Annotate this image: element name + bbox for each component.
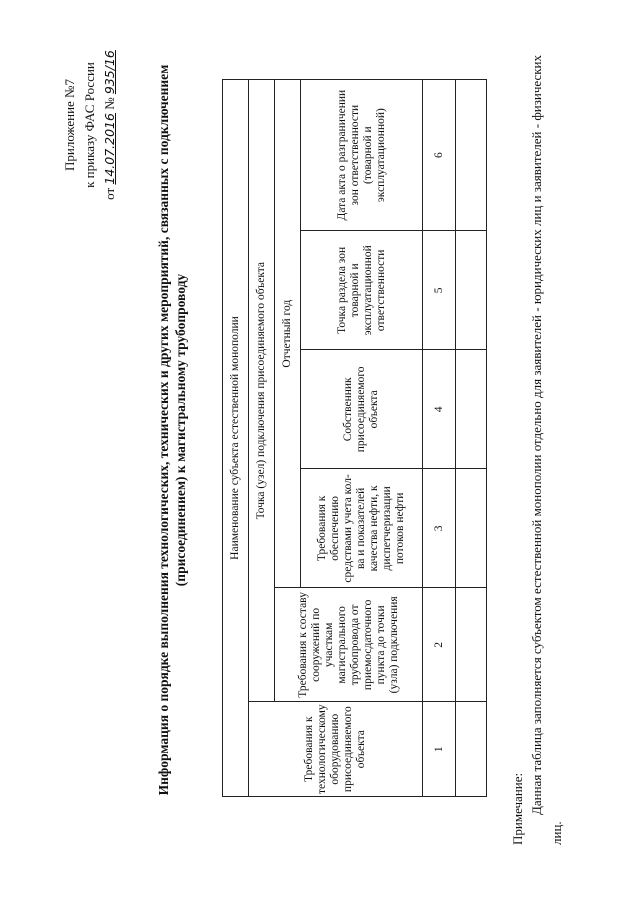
column-number-row [423,80,456,797]
appendix-date: 14.07.2016 [102,113,117,185]
empty-cell [456,702,487,797]
column-header-2: Требования к составу сооружений по участкам магистрального трубопровода от приемосдаточного пункта до точки (узла) подключения [275,588,423,702]
column-header-3: Требования к обеспечению средствами учета кол-ва и показателей качества нефти, к диспетчеризации потоков нефти [301,469,423,588]
column-header-1: Требования к технологическому оборудованию присоединяемого объекта [249,702,423,797]
note-label: Примечание: [510,772,525,845]
column-number-2: 2 [423,588,456,702]
appendix-number: 935/16 [102,50,117,95]
table-row [275,80,301,797]
appendix-date-prefix: от [102,187,117,200]
appendix-line-2: к приказу ФАС России [82,62,97,188]
appendix-date-line [100,25,120,225]
column-number-1: 1 [423,702,456,797]
column-header-5: Точка раздела зон товарной и эксплуатационной ответственности [301,231,423,350]
empty-cell [456,231,487,350]
document-title: Информация о порядке выполнения технологических, технических и других мероприятий, связанных с подключением (присоединением) к магистральному трубопроводу [156,64,188,796]
column-header-6: Дата акта о разграничении зон ответственности (товарной и эксплуатационной) [301,80,423,231]
info-table [222,79,487,797]
column-number-6: 6 [423,80,456,231]
empty-cell [456,350,487,469]
empty-cell [456,588,487,702]
empty-cell [456,80,487,231]
table-row [223,80,249,797]
empty-data-row [456,80,487,797]
appendix-block [60,25,120,225]
appendix-number-label: № [102,97,117,110]
reporting-year-header: Отчетный год [275,80,301,588]
column-number-3: 3 [423,469,456,588]
connection-point-header: Точка (узел) подключения присоединяемого объекта [249,80,275,702]
subject-name-header: Наименование субъекта естественной монополии [223,80,249,797]
column-number-5: 5 [423,231,456,350]
appendix-line-1: Приложение №7 [62,79,77,171]
column-number-4: 4 [423,350,456,469]
note-text: Данная таблица заполняется субъектом естественной монополии отдельно для заявителей - юридических лиц и заявителей - физических лиц. [529,55,564,845]
column-header-4: Собственник присоединяемого объекта [301,350,423,469]
empty-cell [456,469,487,588]
table-row [249,80,275,797]
